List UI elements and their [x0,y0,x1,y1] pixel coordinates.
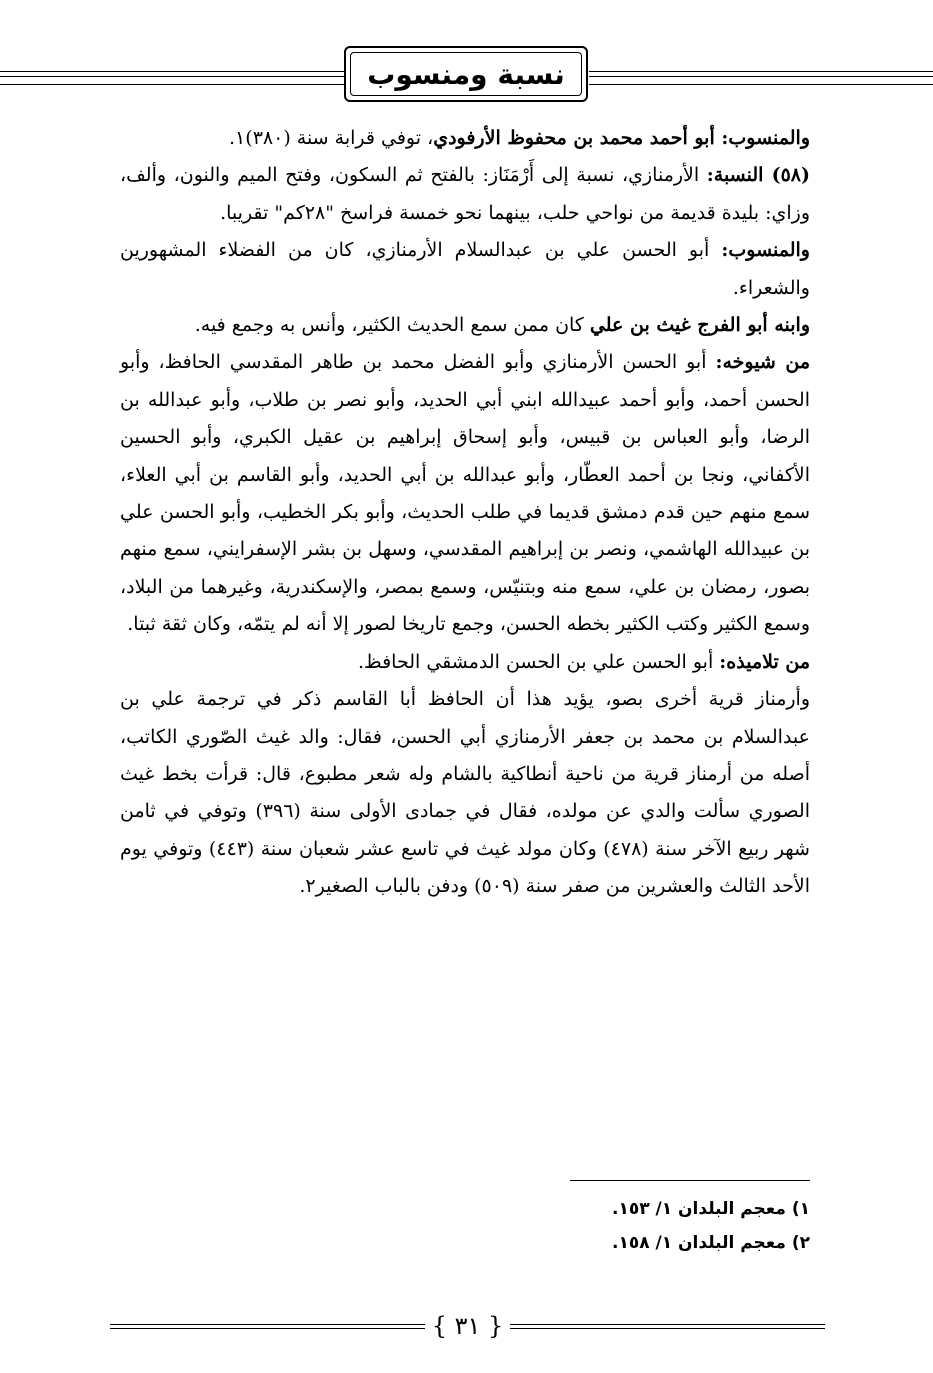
paragraph-2-text: الأرمنازي، نسبة إلى أَرْمَنَاز: بالفتح ثم السكون، وفتح الميم والنون، وألف، وزاي: بليدة قديمة من نواحي حلب، بينهما نحو خمسة فراسخ "٢٨كم" تقريبا. [120,164,810,224]
page-number: ٣١ [454,1312,481,1340]
footnote-separator [570,1180,810,1181]
footer-rule-left [110,1324,425,1325]
footnotes [400,1192,810,1260]
paragraph-5-label: من شيوخه: [715,351,811,374]
body-text [120,120,810,906]
paragraph-3-text: أبو الحسن علي بن عبدالسلام الأرمنازي، كان من الفضلاء المشهورين والشعراء. [120,239,810,299]
footnote-1: ١) معجم البلدان ١/ ١٥٣. [611,1199,810,1219]
paragraph-4-text: كان ممن سمع الحديث الكثير، وأنس به وجمع فيه. [194,314,590,337]
paragraph-7: وأرمناز قرية أخرى بصو، يؤيد هذا أن الحافظ أبا القاسم ذكر في ترجمة علي بن عبدالسلام بن محمد بن جعفر الأرمنازي أبي الحسن، فقال: والد غيث الصّوري الكاتب، أصله من أرمناز قرية من ناحية أنطاكية بالشام وله شعر مطبوع، قال: قرأت بخط غيث الصوري سألت والدي عن مولده، فقال في جمادى الأولى سنة (٣٩٦) وتوفي في ثامن شهر ربيع الآخر سنة (٤٧٨) وكان مولد غيث في تاسع عشر شعبان سنة (٤٤٣) وتوفي يوم الأحد الثالث والعشرين من صفر سنة (٥٠٩) ودفن بالباب الصغير٢. [120,688,810,898]
paragraph-4 [120,307,810,344]
paragraph-5-text: أبو الحسن الأرمنازي وأبو الفضل محمد بن طاهر المقدسي الحافظ، وأبو الحسن أحمد، وأبو أحمد عبيدالله ابني أبي الحديد، وأبو نصر بن طلاب، وأبو عبدالله بن الرضا، وأبو العباس بن قبيس، وأبو إسحاق إبراهيم بن عقيل الكبري، وأبو الحسين الأكفاني، ونجا بن أحمد العطّار، وأبو عبدالله بن أبي الحديد، وأبو القاسم بن أبي العلاء، سمع منهم حين قدم دمشق قديما في طلب الحديث، وأبو بكر الخطيب، وأبو الحسن علي بن عبيدالله الهاشمي، ونصر بن إبراهيم المقدسي، وسهل بن بشر الإسفرايني، سمع منهم بصور، رمضان بن علي، سمع منه وبتنيّس، وسمع بمصر، والإسكندرية، وغيرهما من البلاد، وسمع الكثير وكتب الكثير بخطه الحسن، وجمع تاريخا لصور إلا أنه لم يتمّه، وكان ثقة ثبتا. [120,351,810,636]
paragraph-4-label: وابنه أبو الفرج غيث بن علي [589,314,810,337]
paragraph-1-text: ، توفي قرابة سنة (٣٨٠)١. [229,127,434,149]
paragraph-1-label: والمنسوب: أبو أحمد محمد بن محفوظ الأرفودي [433,127,810,149]
paragraph-2-label: (٥٨) النسبة: [706,164,810,187]
paragraph-3-label: والمنسوب: [721,239,810,262]
footnote-2: ٢) معجم البلدان ١/ ١٥٨. [611,1233,810,1253]
paragraph-6 [120,644,810,681]
paragraph-6-label: من تلاميذه: [719,650,810,673]
page-footer [110,1306,825,1346]
paragraph-5 [120,344,810,643]
footer-rule-right [510,1324,825,1325]
header-box [344,46,588,102]
header-rule-left [0,71,344,85]
page-header-title: نسبة ومنسوب [367,57,565,91]
header-rule-right [589,71,933,85]
paragraph-2 [120,157,810,232]
paragraph-1 [120,120,810,157]
paragraph-3 [120,232,810,307]
page-number-bracket: { ٣١ } [431,1312,504,1340]
paragraph-6-text: أبو الحسن علي بن الحسن الدمشقي الحافظ. [358,650,720,673]
